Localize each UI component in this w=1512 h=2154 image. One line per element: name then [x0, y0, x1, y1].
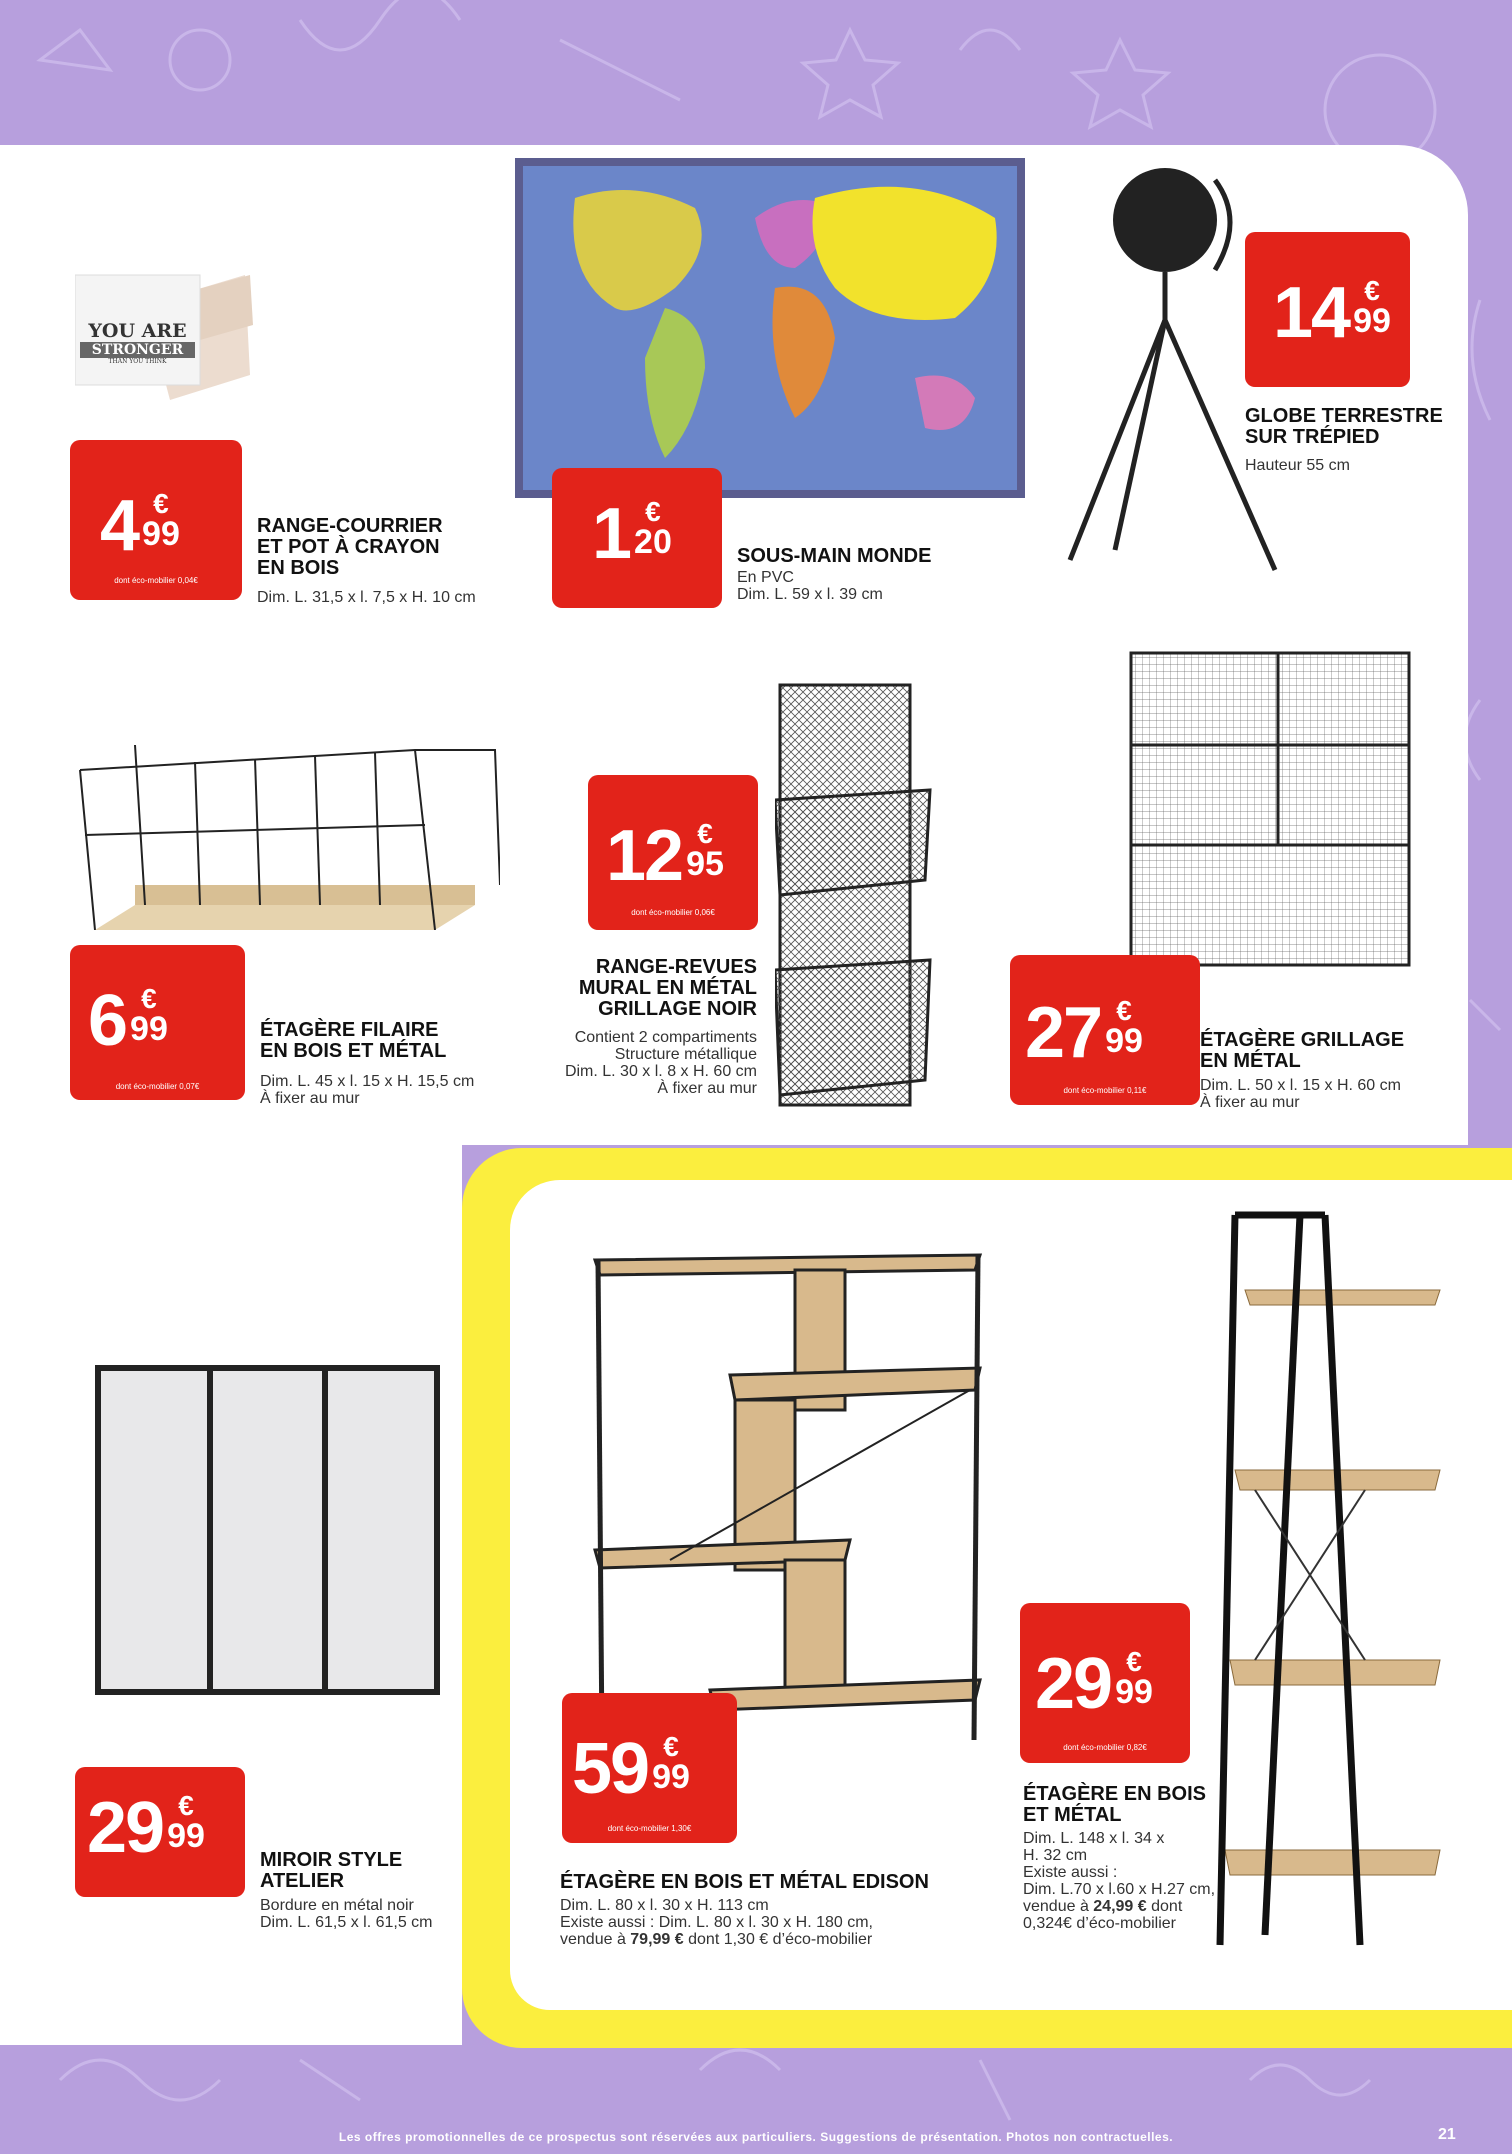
legal-footer: Les offres promotionnelles de ce prospectus sont réservées aux particuliers. Suggestions de présentation. Photos non contractuelles.	[338, 2130, 1174, 2144]
price-cents: 99	[1353, 302, 1391, 340]
product-title: ÉTAGÈRE FILAIRE EN BOIS ET MÉTAL	[260, 1019, 447, 1062]
price-cents: 95	[686, 845, 724, 883]
eco-fee: dont éco-mobilier 0,11€	[1063, 1086, 1147, 1095]
price-tag	[552, 468, 722, 608]
eco-fee: dont éco-mobilier 0,06€	[631, 908, 715, 917]
euro-symbol: €	[645, 496, 661, 527]
price-tag	[1245, 232, 1410, 387]
print-line: THAN YOU THINK	[108, 358, 167, 365]
range-courrier-print	[80, 320, 195, 365]
edison-shelf-image	[590, 1250, 985, 1750]
product-title: ÉTAGÈRE EN BOIS ET MÉTAL EDISON	[560, 1871, 929, 1893]
price-cents: 99	[652, 1758, 690, 1796]
product-description: Dim. L. 80 x l. 30 x H. 113 cm Existe aussi : Dim. L. 80 x l. 30 x H. 180 cm, vendue à 79,99 € dont 1,30 € d’éco-mobilier	[560, 1897, 873, 1948]
price-tag	[588, 775, 758, 930]
product-description: Dim. L. 31,5 x l. 7,5 x H. 10 cm	[257, 589, 476, 606]
price-cents: 99	[142, 515, 180, 553]
print-line: YOU ARE	[88, 320, 187, 342]
magazine-rack-image	[775, 680, 935, 1110]
product-title: ÉTAGÈRE EN BOIS ET MÉTAL	[1023, 1783, 1206, 1826]
grid-shelf-image	[1128, 650, 1413, 970]
wire-shelf-image	[75, 745, 500, 930]
product-title: RANGE-COURRIER ET POT À CRAYON EN BOIS	[257, 515, 443, 579]
euro-symbol: €	[1116, 995, 1132, 1026]
price-tag	[1020, 1603, 1190, 1763]
price-cents: 99	[130, 1010, 168, 1048]
product-title: SOUS-MAIN MONDE	[737, 545, 932, 567]
product-description: Contient 2 compartiments Structure métallique Dim. L. 30 x l. 8 x H. 60 cm À fixer au mur	[564, 1029, 757, 1097]
eco-fee: dont éco-mobilier 1,30€	[607, 1824, 692, 1833]
eco-fee: dont éco-mobilier 0,07€	[115, 1082, 200, 1091]
price-integer: 29	[1035, 1644, 1112, 1724]
euro-symbol: €	[178, 1790, 194, 1821]
page-number: 21	[1438, 2126, 1456, 2143]
euro-symbol: €	[153, 488, 169, 519]
product-title: RANGE-REVUES MURAL EN MÉTAL GRILLAGE NOIR	[578, 956, 757, 1020]
price-integer: 59	[572, 1729, 649, 1809]
price-integer: 1	[592, 494, 631, 574]
euro-symbol: €	[1126, 1646, 1142, 1677]
eco-fee: dont éco-mobilier 0,04€	[114, 576, 198, 585]
eco-fee: dont éco-mobilier 0,82€	[1063, 1743, 1147, 1752]
product-title: MIROIR STYLE ATELIER	[260, 1849, 403, 1892]
price-cents: 99	[1115, 1673, 1153, 1711]
mirror-image	[95, 1365, 440, 1695]
product-description: En PVC Dim. L. 59 x l. 39 cm	[737, 569, 883, 603]
price-cents: 99	[1105, 1022, 1143, 1060]
price-tag	[75, 1767, 245, 1897]
price-tag	[1010, 955, 1200, 1105]
range-courrier-image	[75, 265, 255, 405]
price-integer: 27	[1025, 993, 1102, 1073]
price-cents: 99	[167, 1817, 205, 1855]
price-integer: 12	[606, 816, 683, 896]
euro-symbol: €	[141, 983, 157, 1014]
product-description: Bordure en métal noir Dim. L. 61,5 x l. 61,5 cm	[260, 1897, 433, 1931]
product-description: Hauteur 55 cm	[1245, 457, 1350, 474]
ladder-shelf-image	[1215, 1210, 1445, 1950]
price-integer: 4	[100, 486, 139, 566]
price-integer: 29	[87, 1788, 164, 1868]
print-line: STRONGER	[80, 342, 195, 358]
price-integer: 6	[88, 981, 127, 1061]
price-integer: 14	[1273, 273, 1350, 353]
product-title: ÉTAGÈRE GRILLAGE EN MÉTAL	[1200, 1029, 1405, 1072]
price-tag	[70, 945, 245, 1100]
product-title: GLOBE TERRESTRE SUR TRÉPIED	[1245, 405, 1443, 448]
product-description: Dim. L. 148 x l. 34 x H. 32 cm Existe aussi : Dim. L.70 x l.60 x H.27 cm, vendue à 24,99 € dont 0,324€ d’éco-mobilier	[1023, 1830, 1216, 1932]
price-tag	[562, 1693, 737, 1843]
price-cents: 20	[634, 523, 672, 561]
euro-symbol: €	[663, 1731, 679, 1762]
product-description: Dim. L. 45 x l. 15 x H. 15,5 cm À fixer au mur	[260, 1073, 475, 1107]
world-map-image	[515, 158, 1025, 498]
euro-symbol: €	[1364, 275, 1380, 306]
product-description: Dim. L. 50 x l. 15 x H. 60 cm À fixer au mur	[1200, 1077, 1401, 1111]
price-tag	[70, 440, 242, 600]
euro-symbol: €	[697, 818, 713, 849]
